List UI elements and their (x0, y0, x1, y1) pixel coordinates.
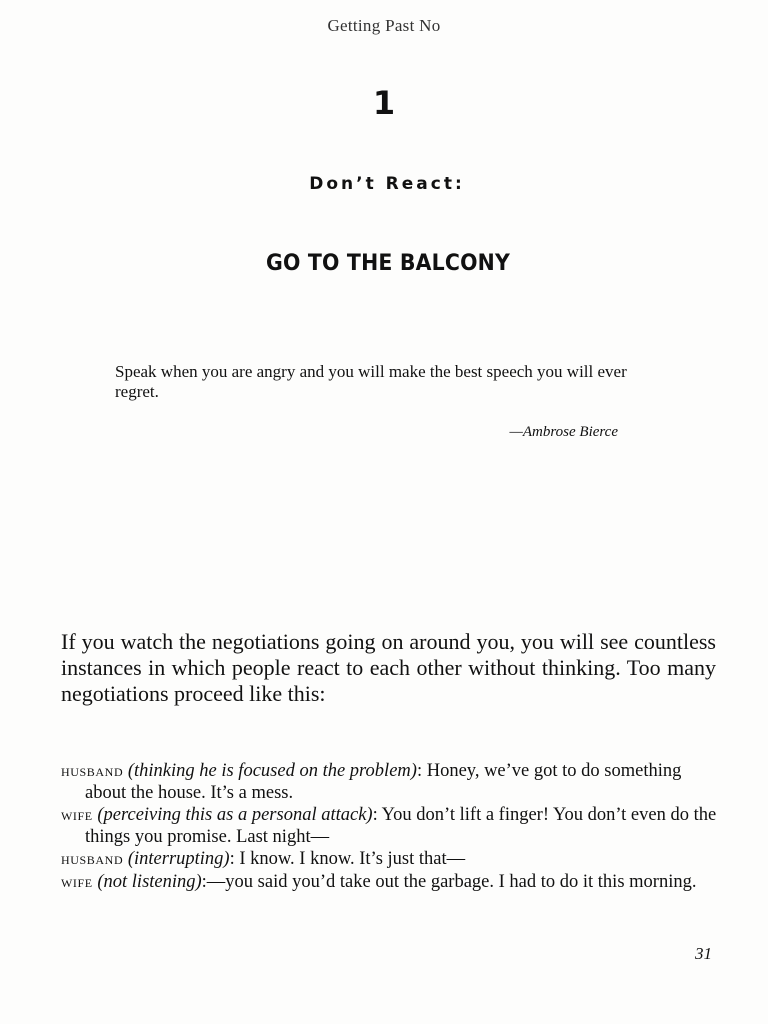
dialogue-speaker: husband (61, 761, 124, 780)
stage-direction: (thinking he is focused on the problem) (127, 761, 417, 781)
body-paragraph: If you watch the negotiations going on around you, you will see countless instances in which people react to each other without thinking. Too many negotiations proceed like this: (61, 629, 716, 706)
dialogue-text: : Honey, we’ve got to do something about the house. It’s a mess. (85, 761, 682, 803)
chapter-number: 1 (372, 84, 396, 122)
page-number: 31 (695, 944, 712, 963)
dialogue-line (61, 804, 721, 848)
stage-direction: (not listening) (97, 871, 202, 892)
dialogue-line (61, 871, 721, 894)
dialogue-text: :—you said you’d take out the garbage. I had to do it this morning. (201, 871, 697, 892)
dialogue-text: : You don’t lift a finger! You don’t even do the things you promise. Last night— (85, 805, 717, 847)
epigraph-attribution: —Ambrose Bierce (509, 424, 618, 440)
stage-direction: (interrupting) (127, 849, 230, 870)
dialogue-line (61, 760, 721, 804)
epigraph-quote: Speak when you are angry and you will make the best speech you will ever regret. (115, 362, 627, 401)
dialogue-block (61, 760, 721, 894)
dialogue-speaker: wife (61, 871, 93, 891)
running-head: Getting Past No (327, 16, 441, 35)
stage-direction: (perceiving this as a personal attack) (97, 805, 373, 826)
dialogue-line (61, 848, 721, 871)
dialogue-speaker: husband (61, 849, 124, 869)
dialogue-speaker: wife (61, 805, 93, 825)
chapter-kicker: Don’t React: (309, 174, 465, 194)
dialogue-text: : I know. I know. It’s just that— (229, 849, 466, 870)
chapter-title: GO TO THE BALCONY (266, 251, 510, 276)
